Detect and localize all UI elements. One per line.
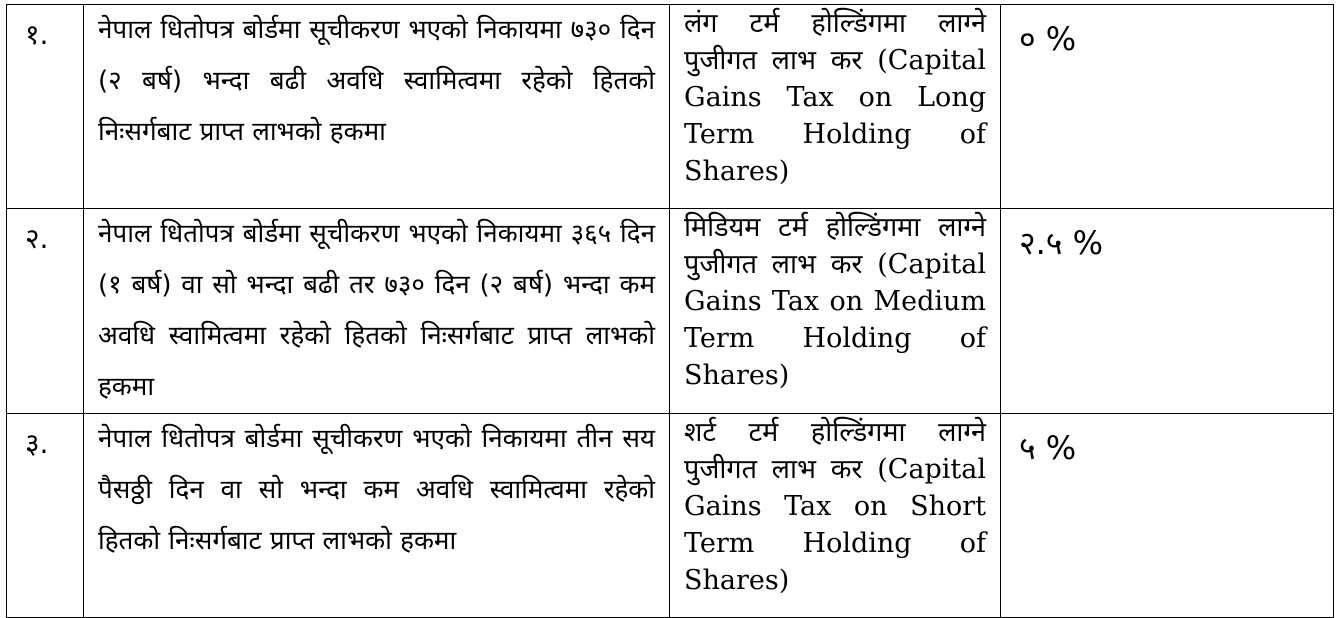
capital-gains-tax-table	[6, 4, 1334, 618]
holding-description-cell	[84, 209, 670, 414]
holding-description-cell	[84, 5, 670, 209]
table-row	[7, 5, 1334, 209]
serial-number-cell	[7, 209, 84, 414]
holding-description: नेपाल धितोपत्र बोर्डमा सूचीकरण भएको निकायमा ७३० दिन (२ बर्ष) भन्दा बढी अवधि स्वामित्वमा रहेको हितको निःसर्गबाट प्राप्त लाभको हकमा	[98, 15, 655, 147]
holding-description: नेपाल धितोपत्र बोर्डमा सूचीकरण भएको निकायमा तीन सय पैसठ्ठी दिन वा सो भन्दा कम अवधि स्वामित्वमा रहेको हितको निःसर्गबाट प्राप्त लाभको हकमा	[98, 424, 655, 556]
tax-rate: ५ %	[1019, 429, 1077, 467]
serial-number-cell	[7, 414, 84, 618]
tax-type-cell	[670, 209, 1001, 414]
tax-rate: ० %	[1019, 20, 1077, 58]
holding-description-cell	[84, 414, 670, 618]
serial-number-cell	[7, 5, 84, 209]
tax-type: मिडियम टर्म होल्डिंगमा लाग्ने पुजीगत लाभ कर (Capital Gains Tax on Medium Term Holding of Shares)	[684, 212, 986, 391]
tax-rate-cell	[1001, 209, 1334, 414]
tax-rate: २.५ %	[1019, 224, 1104, 262]
serial-number: ३.	[25, 427, 49, 460]
tax-rate-cell	[1001, 5, 1334, 209]
serial-number: १.	[25, 18, 49, 51]
tax-type: शर्ट टर्म होल्डिंगमा लाग्ने पुजीगत लाभ कर (Capital Gains Tax on Short Term Holding of Shares)	[684, 417, 986, 596]
tax-type-cell	[670, 5, 1001, 209]
table-row	[7, 209, 1334, 414]
tax-rate-cell	[1001, 414, 1334, 618]
serial-number: २.	[25, 222, 49, 255]
tax-type: लंग टर्म होल्डिंगमा लाग्ने पुजीगत लाभ कर (Capital Gains Tax on Long Term Holding of Shares)	[684, 8, 986, 187]
holding-description: नेपाल धितोपत्र बोर्डमा सूचीकरण भएको निकायमा ३६५ दिन (१ बर्ष) वा सो भन्दा बढी तर ७३० दिन (२ बर्ष) भन्दा कम अवधि स्वामित्वमा रहेको हितको निःसर्गबाट प्राप्त लाभको हकमा	[98, 219, 655, 402]
tax-type-cell	[670, 414, 1001, 618]
table-row	[7, 414, 1334, 618]
